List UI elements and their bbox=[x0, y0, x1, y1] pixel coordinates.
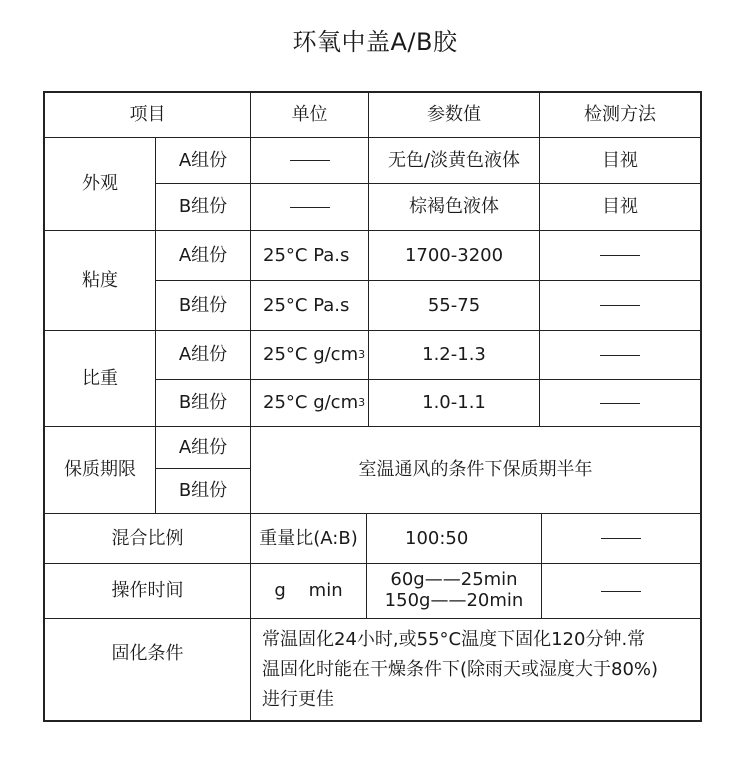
appearance-a-value: 无色/淡黄色液体 bbox=[387, 149, 521, 171]
gravity-b-part: B组份 bbox=[178, 392, 228, 414]
operation-method bbox=[542, 564, 700, 618]
page-title: 环氧中盖A/B胶 bbox=[292, 28, 458, 56]
dash-mark bbox=[290, 160, 330, 161]
gravity-b-method bbox=[540, 380, 700, 426]
gravity-b-value: 1.0-1.1 bbox=[422, 392, 486, 414]
shelf-label: 保质期限 bbox=[64, 459, 136, 481]
viscosity-b-unit: 25°C Pa.s bbox=[263, 294, 350, 316]
dash-mark bbox=[600, 355, 640, 356]
viscosity-a-value: 1700-3200 bbox=[404, 244, 504, 266]
header-unit: 单位 bbox=[291, 103, 328, 125]
viscosity-label: 粘度 bbox=[82, 269, 118, 291]
shelf-a-part: A组份 bbox=[178, 436, 228, 458]
mix-method bbox=[542, 514, 700, 563]
mix-value: 100:50 bbox=[405, 527, 469, 549]
appearance-a-method: 目视 bbox=[602, 149, 638, 171]
header-item: 项目 bbox=[129, 103, 166, 125]
superscript-3: 3 bbox=[358, 348, 366, 362]
appearance-b-method: 目视 bbox=[602, 196, 638, 218]
mix-label: 混合比例 bbox=[111, 527, 184, 549]
gravity-a-value: 1.2-1.3 bbox=[422, 344, 486, 366]
appearance-b-unit bbox=[251, 184, 368, 230]
table-border-bottom bbox=[43, 720, 702, 722]
dash-mark bbox=[600, 403, 640, 404]
dash-mark bbox=[290, 207, 330, 208]
appearance-b-value: 棕褐色液体 bbox=[409, 196, 499, 218]
cure-line1: 常温固化24小时,或55°C温度下固化120分钟.常 bbox=[262, 629, 646, 650]
table-border-right bbox=[700, 91, 702, 722]
viscosity-b-part: B组份 bbox=[178, 294, 228, 316]
cure-line2: 温固化时能在干燥条件下(除雨天或湿度大于80%) bbox=[262, 659, 659, 680]
viscosity-a-method bbox=[540, 231, 700, 280]
cure-value bbox=[262, 625, 698, 715]
header-method: 检测方法 bbox=[584, 103, 656, 125]
gravity-a-part: A组份 bbox=[178, 344, 228, 366]
appearance-label: 外观 bbox=[82, 173, 118, 195]
operation-value-line1: 60g——25min bbox=[390, 569, 518, 591]
superscript-3: 3 bbox=[358, 396, 366, 410]
header-value: 参数值 bbox=[427, 103, 481, 125]
viscosity-b-method bbox=[540, 281, 700, 330]
shelf-value: 室温通风的条件下保质期半年 bbox=[358, 459, 593, 481]
viscosity-a-unit: 25°C Pa.s bbox=[263, 244, 350, 266]
viscosity-a-part: A组份 bbox=[178, 244, 228, 266]
gravity-a-method bbox=[540, 331, 700, 379]
appearance-a-unit bbox=[251, 138, 368, 183]
cure-line3: 进行更佳 bbox=[262, 689, 334, 710]
gravity-label: 比重 bbox=[82, 367, 118, 389]
shelf-b-part: B组份 bbox=[178, 480, 228, 502]
operation-value bbox=[367, 564, 541, 618]
dash-mark bbox=[600, 255, 640, 256]
cure-label: 固化条件 bbox=[111, 643, 184, 665]
dash-mark bbox=[600, 305, 640, 306]
appearance-b-part: B组份 bbox=[178, 196, 228, 218]
operation-unit: g min bbox=[274, 580, 343, 602]
gravity-b-unit-text: 25°C g/cm bbox=[263, 392, 359, 414]
dash-mark bbox=[601, 538, 641, 539]
gravity-a-unit-text: 25°C g/cm bbox=[263, 344, 359, 366]
appearance-a-part: A组份 bbox=[178, 149, 228, 171]
operation-value-line2: 150g——20min bbox=[384, 590, 524, 611]
mix-unit: 重量比(A:B) bbox=[259, 527, 358, 549]
dash-mark bbox=[601, 591, 641, 592]
viscosity-b-value: 55-75 bbox=[427, 294, 481, 316]
gravity-a-unit bbox=[251, 331, 368, 379]
operation-label: 操作时间 bbox=[111, 580, 184, 602]
gravity-b-unit bbox=[251, 380, 368, 426]
